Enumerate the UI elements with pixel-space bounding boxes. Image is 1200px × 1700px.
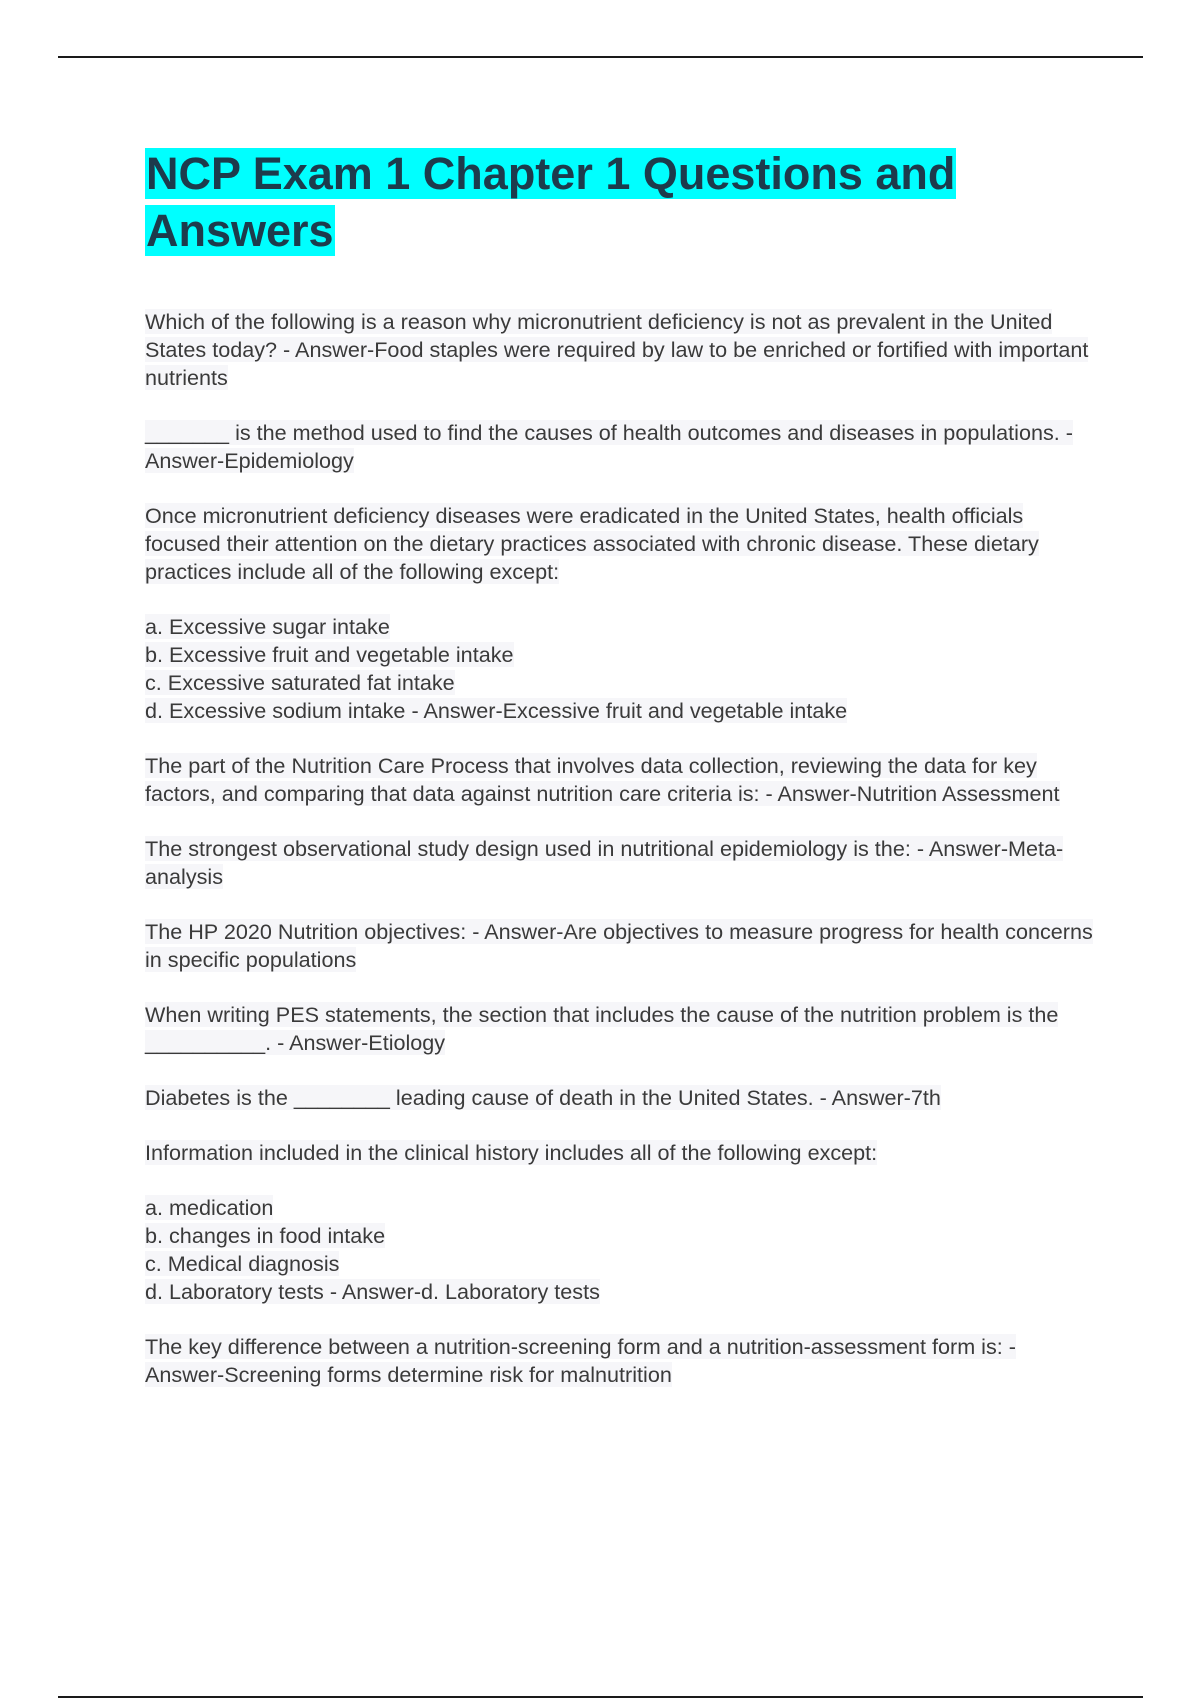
qa-options [145,613,1095,725]
qa-text: The key difference between a nutrition-screening form and a nutrition-assessment form is: - Answer-Screening forms determine risk for malnutrition [145,1334,1016,1387]
qa-item [145,1333,1095,1389]
qa-text: The strongest observational study design used in nutritional epidemiology is the: - Answer-Meta-analysis [145,836,1064,889]
qa-options [145,1194,1095,1306]
qa-option: b. changes in food intake [145,1223,386,1248]
qa-option-answer: d. Excessive sodium intake - Answer-Excessive fruit and vegetable intake [145,698,848,723]
qa-option: b. Excessive fruit and vegetable intake [145,642,514,667]
qa-question: Information included in the clinical history includes all of the following except: [145,1140,878,1165]
qa-text: When writing PES statements, the section that includes the cause of the nutrition problem is the __________. - Answer-Etiology [145,1002,1059,1055]
qa-item [145,502,1095,725]
qa-item [145,752,1095,808]
qa-option: c. Excessive saturated fat intake [145,670,455,695]
qa-item [145,918,1095,974]
qa-text: Which of the following is a reason why micronutrient deficiency is not as prevalent in the United States today? - Answer-Food staples were required by law to be enriched or fortified with important nutrients [145,309,1089,390]
qa-item [145,308,1095,392]
document-body [145,145,1095,1416]
qa-text: The part of the Nutrition Care Process that involves data collection, reviewing the data for key factors, and comparing that data against nutrition care criteria is: - Answer-Nutrition Assessment [145,753,1060,806]
qa-item [145,835,1095,891]
qa-text: _______ is the method used to find the causes of health outcomes and diseases in populations. - Answer-Epidemiology [145,420,1073,473]
qa-item [145,419,1095,475]
top-rule [58,56,1143,58]
qa-question: Once micronutrient deficiency diseases were eradicated in the United States, health officials focused their attention on the dietary practices associated with chronic disease. These dietary practices include all of the following except: [145,503,1039,584]
qa-option: a. medication [145,1195,274,1220]
qa-item [145,1139,1095,1306]
qa-text: Diabetes is the ________ leading cause of death in the United States. - Answer-7th [145,1085,941,1110]
qa-option: c. Medical diagnosis [145,1251,340,1276]
qa-item [145,1084,1095,1112]
bottom-rule [58,1696,1143,1698]
qa-option: a. Excessive sugar intake [145,614,390,639]
qa-text: The HP 2020 Nutrition objectives: - Answer-Are objectives to measure progress for health concerns in specific populations [145,919,1093,972]
qa-item [145,1001,1095,1057]
document-title: NCP Exam 1 Chapter 1 Questions and Answers [146,148,956,256]
qa-option-answer: d. Laboratory tests - Answer-d. Laboratory tests [145,1279,600,1304]
